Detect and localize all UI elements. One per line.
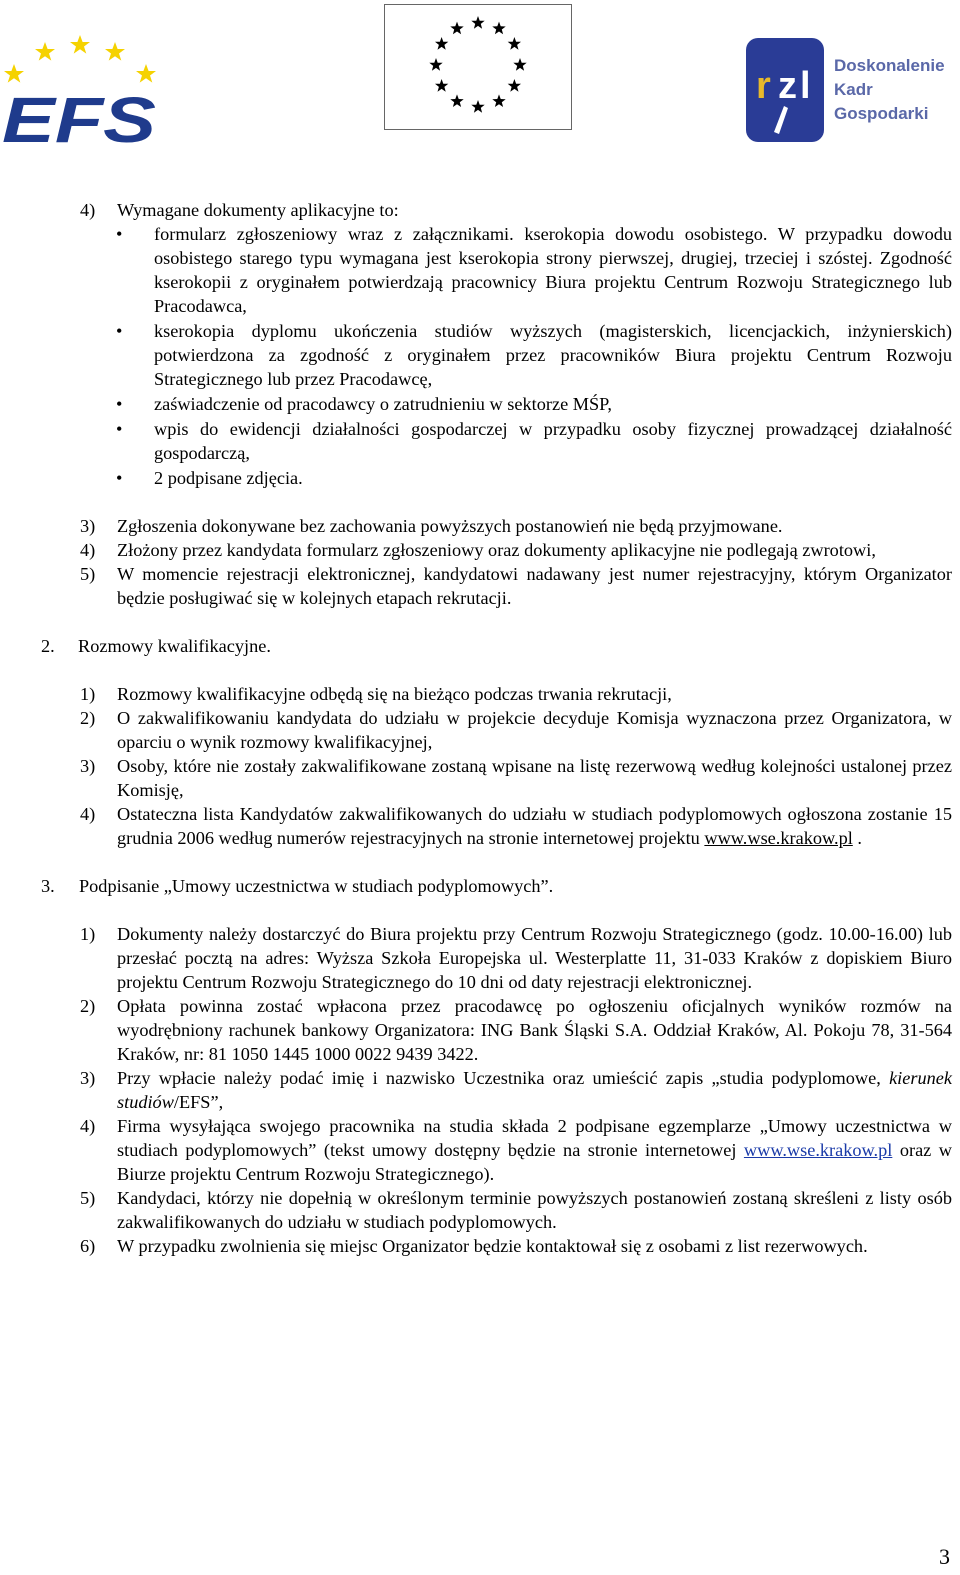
- list-item: [0, 562, 960, 610]
- website-link[interactable]: www.wse.krakow.pl: [743, 1140, 893, 1160]
- eu-flag: [384, 4, 572, 130]
- eu-star: [492, 94, 505, 107]
- eu-star: [435, 37, 448, 50]
- efs-star: [70, 35, 90, 54]
- item-text: W przypadku zwolnienia się miejsc Organizator będzie kontaktował się z osobami z list rezerwowych.: [117, 1236, 868, 1256]
- list-item: [0, 706, 960, 754]
- bullet-icon: •: [116, 394, 123, 414]
- eu-star: [429, 58, 442, 71]
- eu-star: [471, 16, 484, 29]
- dkg-line: Kadr: [834, 80, 873, 99]
- item-number: 5): [80, 1188, 96, 1208]
- eu-star: [471, 100, 484, 113]
- dkg-logo-text: [834, 54, 945, 126]
- item-text-part: Przy wpłacie należy podać imię i nazwisko Uczestnika oraz umieścić zapis „studia podyplomowe,: [117, 1068, 890, 1088]
- item-text-part: Firma wysyłająca swojego pracownika na studia składa 2 podpisane egzemplarze „Umowy uczestnictwa w studiach podyplomowych” (tekst umowy dostępny będzie na stronie internetowej: [117, 1116, 952, 1160]
- item-number: 3): [80, 1068, 96, 1088]
- item-text: Złożony przez kandydata formularz zgłoszeniowy oraz dokumenty aplikacyjne nie podlegają zwrotowi,: [117, 540, 876, 560]
- list-item: [0, 1114, 960, 1186]
- list-item: [0, 1186, 960, 1234]
- item-number: 5): [80, 564, 96, 584]
- list-item: [0, 994, 960, 1066]
- dkg-logo: [744, 36, 956, 144]
- item-text: Kandydaci, którzy nie dopełnią w określonym terminie powyższych postanowień zostaną skreśleni z listy osób zakwalifikowanych do udziału w studiach podyplomowych.: [117, 1188, 952, 1232]
- item-text-part: Ostateczna lista Kandydatów zakwalifikowanych do udziału w studiach podyplomowych ogłoszona zostanie 15 grudnia 2006 według numerów rejestracyjnych na stronie internetowej projektu: [117, 804, 952, 848]
- item-text: [117, 1066, 952, 1114]
- item-number: 3): [80, 756, 96, 776]
- bullet-item: [0, 466, 960, 490]
- item-number: 1): [80, 684, 96, 704]
- svg-text:r: r: [756, 65, 771, 107]
- bullet-icon: •: [116, 468, 123, 488]
- document-body: [0, 198, 960, 1258]
- svg-text:l: l: [800, 65, 811, 107]
- item-text-part: /EFS”,: [173, 1092, 224, 1112]
- eu-star: [450, 22, 463, 35]
- section-heading: [0, 634, 960, 658]
- item-text: [117, 1114, 952, 1186]
- section-number: 2.: [41, 636, 55, 656]
- eu-star: [513, 58, 526, 71]
- bullet-item: [0, 319, 960, 391]
- list-item: [0, 538, 960, 562]
- item-text: Zgłoszenia dokonywane bez zachowania powyższych postanowień nie będą przyjmowane.: [117, 516, 783, 536]
- list-item: [0, 198, 960, 222]
- page-header: [0, 0, 960, 170]
- list-item: [0, 514, 960, 538]
- bullet-text: zaświadczenie od pracodawcy o zatrudnieniu w sektorze MŚP,: [154, 394, 612, 414]
- item-number: 4): [80, 1116, 96, 1136]
- page-number: 3: [939, 1544, 950, 1569]
- item-number: 4): [80, 540, 96, 560]
- bullet-icon: •: [116, 321, 123, 341]
- section-heading: [0, 874, 960, 898]
- eu-stars-circle: [385, 5, 570, 128]
- item-number: 2): [80, 996, 96, 1016]
- bullet-text: kserokopia dyplomu ukończenia studiów wyższych (magisterskich, licencjackich, inżynierskich) potwierdzona za zgodność z oryginałem przez pracowników Biura projektu Centrum Rozwoju Strategicznego lub przez Pracodawcę,: [154, 321, 952, 389]
- item-number: 2): [80, 708, 96, 728]
- item-number: 3): [80, 516, 96, 536]
- eu-star: [508, 79, 521, 92]
- item-text: Wymagane dokumenty aplikacyjne to:: [117, 200, 399, 220]
- svg-text:z: z: [778, 65, 797, 107]
- item-text: [117, 802, 952, 850]
- bullet-item: [0, 222, 960, 318]
- item-number: 6): [80, 1236, 96, 1256]
- dkg-line: Gospodarki: [834, 104, 929, 123]
- item-text: Opłata powinna zostać wpłacona przez pracodawcę po ogłoszeniu oficjalnych wyników rozmów na wyodrębniony rachunek bankowy Organizatora: ING Bank Śląski S.A. Oddział Kraków, Al. Pokoju 78, 31-564 Kraków, nr: 81 1050 1445 1000 0022 9439 3422.: [117, 996, 952, 1064]
- list-item: [0, 1066, 960, 1114]
- item-text: W momencie rejestracji elektronicznej, kandydatowi nadawany jest numer rejestracyjny, którym Organizator będzie posługiwać się w kolejnych etapach rekrutacji.: [117, 564, 952, 608]
- efs-logo: [0, 30, 165, 150]
- item-number: 4): [80, 200, 96, 220]
- item-text-part: .: [852, 828, 862, 848]
- efs-star: [4, 64, 24, 83]
- item-text-part: oraz w Biurze projektu Centrum Rozwoju Strategicznego).: [117, 1140, 952, 1184]
- dkg-line: Doskonalenie: [834, 56, 945, 75]
- efs-star: [105, 42, 125, 61]
- eu-star: [492, 22, 505, 35]
- eu-star: [435, 79, 448, 92]
- section-title: Rozmowy kwalifikacyjne.: [78, 636, 271, 656]
- efs-star: [35, 42, 55, 61]
- bullet-icon: •: [116, 419, 123, 439]
- efs-star: [136, 64, 156, 83]
- bullet-item: [0, 417, 960, 465]
- bullet-text: wpis do ewidencji działalności gospodarczej w przypadku osoby fizycznej prowadzącej działalność gospodarczą,: [154, 419, 952, 463]
- section-number: 3.: [41, 876, 55, 896]
- bullet-text: 2 podpisane zdjęcia.: [154, 468, 303, 488]
- bullet-icon: •: [116, 224, 123, 244]
- section-title: Podpisanie „Umowy uczestnictwa w studiach podyplomowych”.: [79, 876, 554, 896]
- item-text-italic: kierunek studiów: [117, 1068, 952, 1112]
- list-item: [0, 1234, 960, 1258]
- eu-star: [508, 37, 521, 50]
- dkg-emblem: [744, 36, 828, 144]
- item-text: O zakwalifikowaniu kandydata do udziału w projekcie decyduje Komisja wyznaczona przez Organizatora, w oparciu o wynik rozmowy kwalifikacyjnej,: [117, 708, 952, 752]
- efs-logo-text: EFS: [2, 84, 157, 150]
- list-item: [0, 922, 960, 994]
- list-item: [0, 802, 960, 850]
- bullet-item: [0, 392, 960, 416]
- eu-star: [450, 94, 463, 107]
- bullet-text: formularz zgłoszeniowy wraz z załącznikami. kserokopia dowodu osobistego. W przypadku dowodu osobistego starego typu wymagana jest kserokopia strony pierwszej, drugiej, trzeciej i szóstej. Zgodność kserokopii z oryginałem potwierdzają pracownicy Biura projektu Centrum Rozwoju Strategicznego lub Pracodawca,: [154, 224, 952, 316]
- item-number: 1): [80, 924, 96, 944]
- list-item: [0, 754, 960, 802]
- list-item: [0, 682, 960, 706]
- item-text: Osoby, które nie zostały zakwalifikowane zostaną wpisane na listę rezerwową według kolejności ustalonej przez Komisję,: [117, 756, 952, 800]
- item-number: 4): [80, 804, 96, 824]
- item-text: Rozmowy kwalifikacyjne odbędą się na bieżąco podczas trwania rekrutacji,: [117, 684, 672, 704]
- website-link[interactable]: www.wse.krakow.pl: [704, 828, 853, 848]
- item-text: Dokumenty należy dostarczyć do Biura projektu przy Centrum Rozwoju Strategicznego (godz. 10.00-16.00) lub przesłać pocztą na adres: Wyższa Szkoła Europejska ul. Westerplatte 11, 31-033 Kraków z dopiskiem Biuro projektu Centrum Rozwoju Strategicznego do 10 dni od daty rejestracji elektronicznej.: [117, 924, 952, 992]
